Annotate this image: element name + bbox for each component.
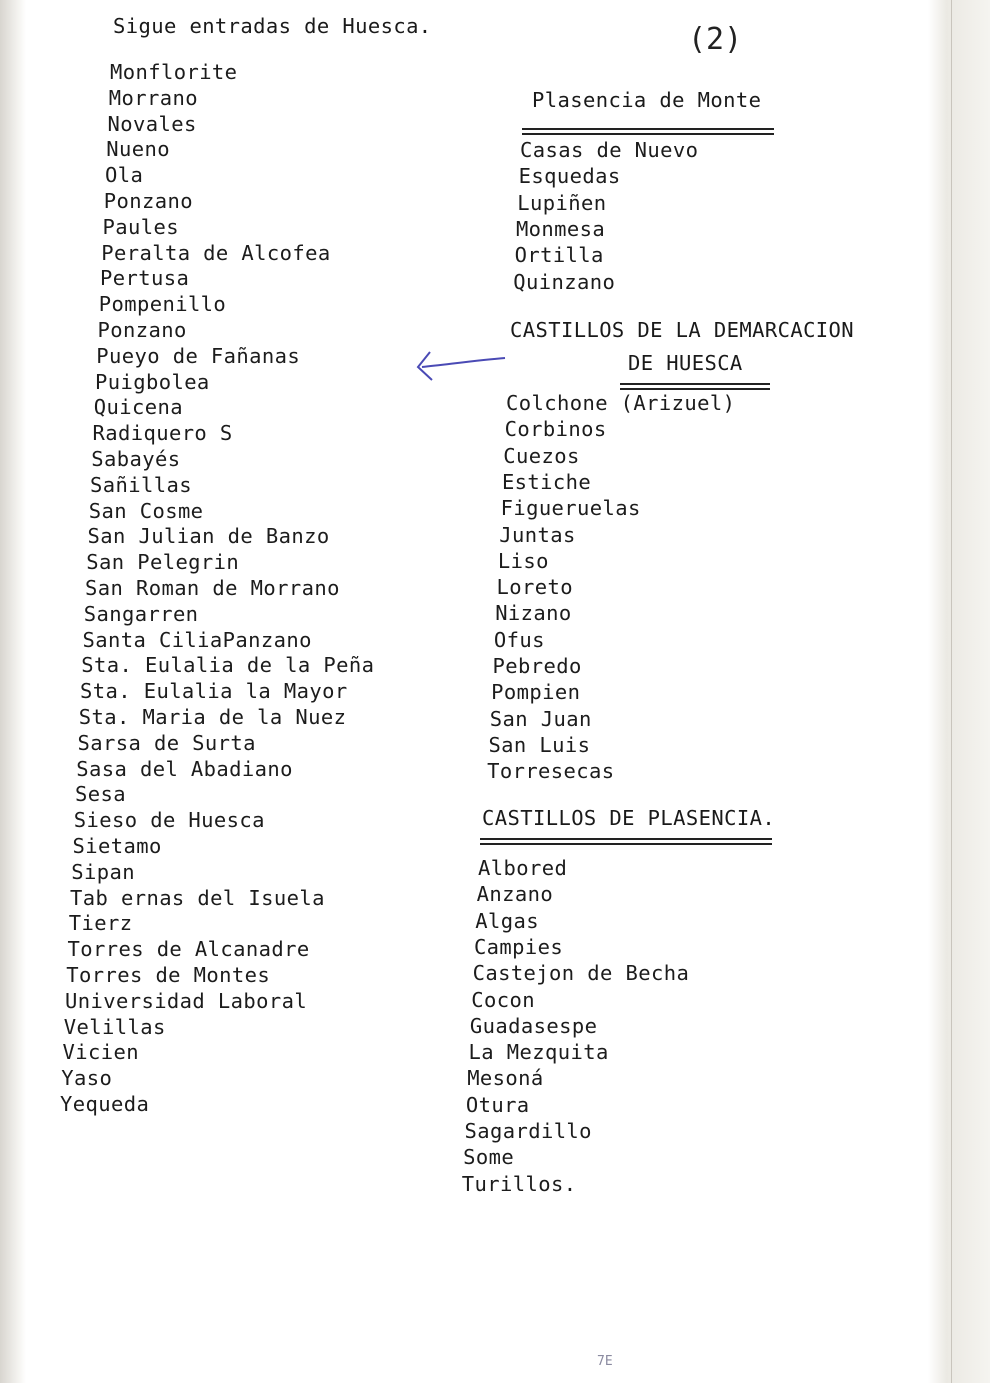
left-entry: Vicien [62,1040,139,1065]
left-entry: Tierz [68,911,133,936]
left-entry: Sta. Maria de la Nuez [78,705,347,729]
left-entry: Sipan [71,859,135,884]
section-underline [480,838,772,840]
right-entry: Lupiñen [517,190,607,215]
left-entry: Sietamo [72,834,162,858]
left-entry: Ponzano [103,189,193,213]
left-entry: Sarsa de Surta [77,730,256,755]
section-heading: CASTILLOS DE PLASENCIA. [482,806,776,830]
right-entry: Monmesa [515,216,606,241]
left-entry: Ponzano [97,318,187,342]
right-entry: Casas de Nuevo [520,138,699,162]
right-entry: Pompien [491,680,581,705]
right-entry: Anzano [476,882,554,907]
right-entry: Colchone (Arizuel) [506,391,736,415]
right-entry: Pebredo [492,654,582,678]
right-entry: Cocon [471,987,535,1012]
page-edge [928,0,990,1383]
left-entry: Santa CiliaPanzano [82,627,312,652]
right-entry: Torresecas [487,759,615,784]
left-entry: Tab ernas del Isuela [70,885,325,910]
right-entry: La Mezquita [468,1040,609,1065]
right-entry: Juntas [499,522,576,547]
page-binding [0,0,26,1383]
right-entry: Cuezos [503,443,580,468]
left-entry: Ola [105,163,144,188]
left-entry: San Pelegrin [86,550,240,575]
left-entry: Monflorite [110,60,238,84]
left-entry: San Cosme [88,498,204,523]
bottom-mark: 7E [597,1354,613,1369]
left-entry: Novales [107,111,197,136]
left-entry: Radiquero S [92,421,233,446]
left-entry: Paules [102,214,179,239]
left-entry: Morrano [108,85,198,110]
right-entry: Some [463,1145,515,1170]
section-underline [620,383,770,385]
section-heading: DE HUESCA [628,351,743,375]
left-entry: Yequeda [60,1092,150,1116]
right-entry: Algas [475,908,540,933]
right-entry: Mesoná [467,1066,544,1091]
left-entry: Yaso [61,1066,113,1091]
right-entry: Figueruelas [500,496,641,521]
right-entry: Turillos. [461,1171,577,1196]
right-entry: Otura [465,1092,530,1117]
right-entry: Estiche [501,469,592,494]
right-entry: Nizano [495,601,572,626]
left-entry: Peralta de Alcofea [101,240,331,265]
left-entry: Torres de Montes [66,963,271,987]
left-entry: Puigbolea [95,369,210,394]
left-entry: Sieso de Huesca [73,808,265,833]
left-entry: Sta. Eulalia la Mayor [80,679,348,704]
page-edge-line [951,0,952,1383]
page-header: Sigue entradas de Huesca. [113,14,432,38]
right-entry: Castejon de Becha [472,961,690,986]
right-entry: Liso [497,548,549,573]
left-entry: Universidad Laboral [65,988,308,1013]
left-entry: Pueyo de Fañanas [96,343,301,368]
left-entry: Sasa del Abadiano [76,756,293,781]
left-entry: Quicena [93,395,183,420]
section-heading: Plasencia de Monte [532,88,762,112]
right-entry: Corbinos [504,417,607,442]
right-entry: Ortilla [514,243,604,268]
left-entry: San Roman de Morrano [85,576,340,600]
left-entry: Pertusa [100,266,190,291]
left-entry: Nueno [106,137,170,162]
section-heading: CASTILLOS DE LA DEMARCACION [510,318,855,342]
right-entry: Quinzano [513,269,616,294]
right-entry: Guadasespe [469,1013,598,1038]
left-entry: Sañillas [90,472,192,497]
right-entry: Esquedas [518,164,621,189]
section-underline [522,128,774,130]
right-entry: Campies [473,934,564,959]
left-entry: Sta. Eulalia de la Peña [81,653,375,678]
right-entry: Sagardillo [464,1119,592,1143]
right-entry: Ofus [493,627,545,652]
right-entry: Loreto [496,575,573,600]
left-entry: Pompenillo [98,292,227,317]
left-entry: Torres de Alcanadre [67,937,310,962]
page-number: (2) [688,22,743,57]
left-entry: San Julian de Banzo [87,524,330,549]
right-entry: San Luis [488,732,591,757]
left-entry: Sabayés [91,447,181,471]
left-entry: Sesa [75,782,126,807]
right-entry: Albored [478,856,568,880]
arrow-icon [410,340,510,390]
right-entry: San Juan [489,706,592,731]
left-entry: Velillas [63,1014,166,1039]
left-entry: Sangarren [83,601,199,626]
